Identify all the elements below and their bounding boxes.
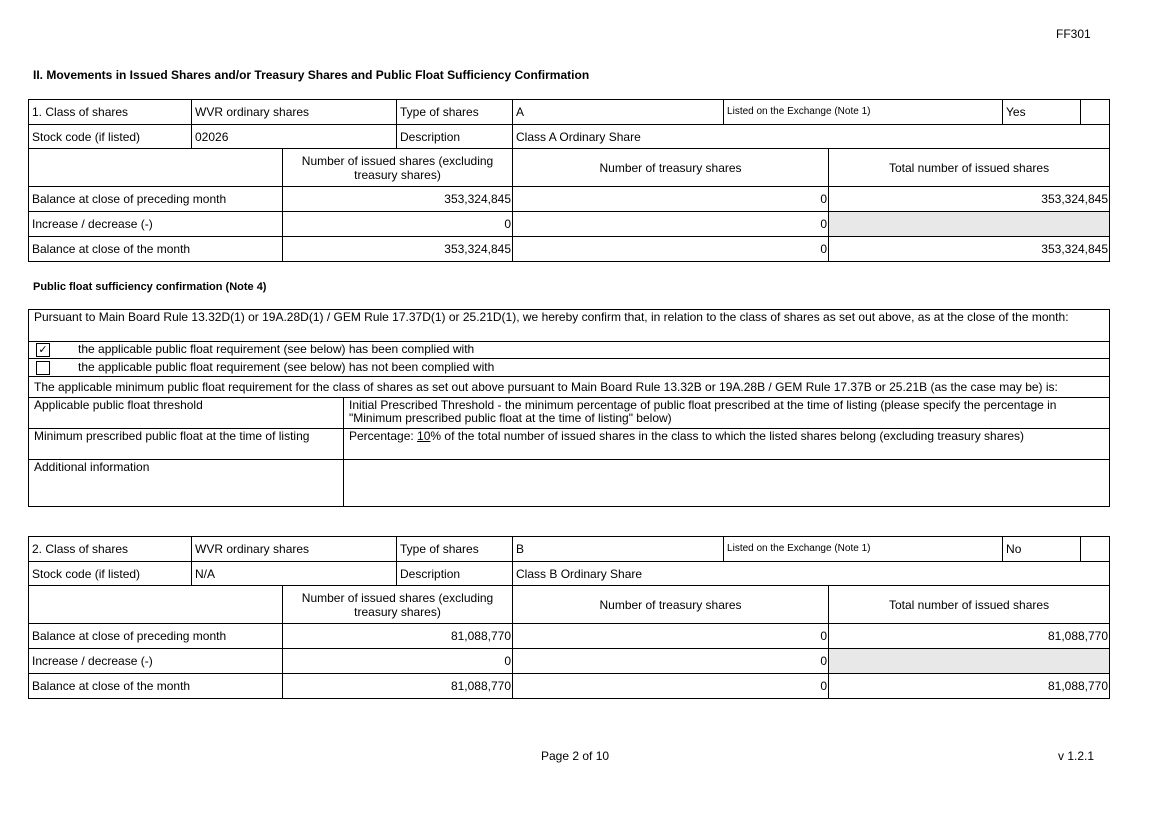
change-treasury: 0 [513,212,829,237]
page-number: Page 2 of 10 [541,749,610,763]
preceding-treasury: 0 [513,624,829,649]
type-value: B [513,537,724,562]
col-issued-header: Number of issued shares (excluding treasury shares) [283,149,513,187]
stock-code-value: 02026 [192,125,397,149]
public-float-intro: Pursuant to Main Board Rule 13.32D(1) or 19A.28D(1) / GEM Rule 17.37D(1) or 25.21D(1), we hereby confirm that, in relation to the class of shares as set out above, as at the close of the month: [29,310,1110,342]
row-preceding-label: Balance at close of preceding month [29,187,283,212]
option-not-complied-label: the applicable public float requirement (see below) has not been complied with [78,359,495,374]
change-treasury: 0 [513,649,829,674]
change-total-greyed [829,212,1110,237]
close-total: 353,324,845 [829,237,1110,262]
class-1-table [28,99,1110,262]
stock-code-label: Stock code (if listed) [29,125,192,149]
version-label: v 1.2.1 [1058,749,1095,763]
row-close-label: Balance at close of the month [29,237,283,262]
class-name: WVR ordinary shares [192,537,397,562]
description-label: Description [397,562,513,586]
row-change-label: Increase / decrease (-) [29,212,283,237]
form-code: FF301 [1056,27,1091,41]
col-treasury-header: Number of treasury shares [513,149,829,187]
public-float-table [28,309,1110,507]
col-total-header: Total number of issued shares [829,149,1110,187]
col-treasury-header: Number of treasury shares [513,586,829,624]
row-close-label: Balance at close of the month [29,674,283,699]
listed-label: Listed on the Exchange (Note 1) [724,537,1003,562]
complied-checkbox[interactable]: ✓ [36,343,50,357]
change-issued: 0 [283,212,513,237]
description-value: Class A Ordinary Share [513,125,1110,149]
close-treasury: 0 [513,674,829,699]
header-blank [29,586,283,624]
class-2-table [28,536,1110,699]
row-preceding-label: Balance at close of preceding month [29,624,283,649]
blank-cell [1081,100,1110,125]
threshold-value: Initial Prescribed Threshold - the minimum percentage of public float prescribed at the time of listing (please specify the percentage in "Minimum prescribed public float at the time of listing" below) [344,398,1110,429]
threshold-label: Applicable public float threshold [29,398,344,429]
type-label: Type of shares [397,100,513,125]
type-label: Type of shares [397,537,513,562]
listed-value: No [1003,537,1081,562]
minimum-percent: 10 [417,429,431,443]
option-not-complied-row [29,359,1110,377]
header-blank [29,149,283,187]
requirement-text: The applicable minimum public float requirement for the class of shares as set out above pursuant to Main Board Rule 13.32B or 19A.28B / GEM Rule 17.37B or 25.21B (as the case may be) is: [29,377,1110,398]
blank-cell [1081,537,1110,562]
col-total-header: Total number of issued shares [829,586,1110,624]
listed-value: Yes [1003,100,1081,125]
option-complied-label: the applicable public float requirement (see below) has been complied with [78,342,475,357]
class-label: 2. Class of shares [29,537,192,562]
option-complied-row [29,342,1110,359]
preceding-total: 81,088,770 [829,624,1110,649]
close-total: 81,088,770 [829,674,1110,699]
row-change-label: Increase / decrease (-) [29,649,283,674]
preceding-total: 353,324,845 [829,187,1110,212]
additional-value [344,460,1110,507]
change-issued: 0 [283,649,513,674]
close-issued: 81,088,770 [283,674,513,699]
listed-label: Listed on the Exchange (Note 1) [724,100,1003,125]
col-issued-header: Number of issued shares (excluding treasury shares) [283,586,513,624]
minimum-value: Percentage: 10% of the total number of issued shares in the class to which the listed shares belong (excluding treasury shares) [344,429,1110,460]
preceding-treasury: 0 [513,187,829,212]
close-treasury: 0 [513,237,829,262]
section-title: II. Movements in Issued Shares and/or Treasury Shares and Public Float Sufficiency Confirmation [33,68,590,82]
description-value: Class B Ordinary Share [513,562,1110,586]
public-float-heading: Public float sufficiency confirmation (Note 4) [33,281,267,293]
not-complied-checkbox[interactable] [36,361,50,375]
class-name: WVR ordinary shares [192,100,397,125]
stock-code-value: N/A [192,562,397,586]
close-issued: 353,324,845 [283,237,513,262]
preceding-issued: 353,324,845 [283,187,513,212]
class-label: 1. Class of shares [29,100,192,125]
description-label: Description [397,125,513,149]
additional-label: Additional information [29,460,344,507]
stock-code-label: Stock code (if listed) [29,562,192,586]
preceding-issued: 81,088,770 [283,624,513,649]
change-total-greyed [829,649,1110,674]
type-value: A [513,100,724,125]
minimum-label: Minimum prescribed public float at the time of listing [29,429,344,460]
